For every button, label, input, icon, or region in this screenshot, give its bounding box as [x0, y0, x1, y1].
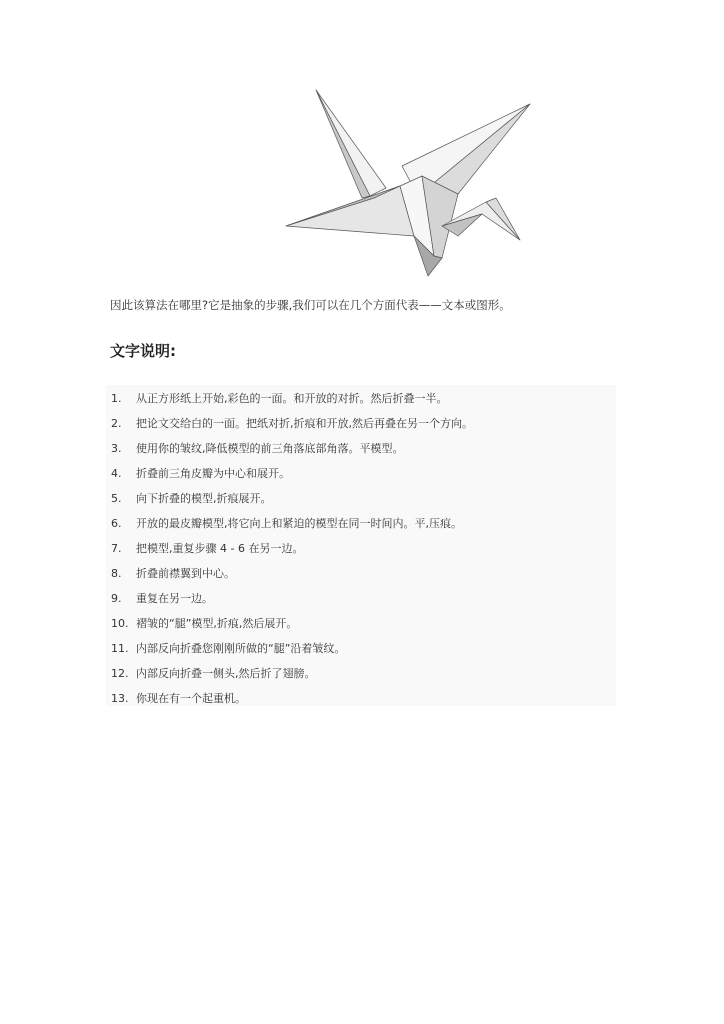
step-text: 从正方形纸上开始,彩色的一面。和开放的对折。然后折叠一半。	[136, 392, 448, 405]
list-item	[111, 586, 616, 611]
list-item	[111, 686, 616, 711]
step-number: 5.	[111, 492, 122, 505]
step-number: 9.	[111, 592, 122, 605]
crane-tail-upper	[316, 90, 386, 196]
steps-list	[106, 385, 616, 706]
step-text: 把模型,重复步骤 4 - 6 在另一边。	[136, 542, 304, 555]
step-number: 8.	[111, 567, 122, 580]
crane-tail-shade	[316, 90, 370, 198]
step-text: 褶皱的“腿”模型,折痕,然后展开。	[136, 617, 298, 630]
step-number: 10.	[111, 617, 129, 630]
crane-left-wing	[286, 186, 414, 236]
list-item	[111, 411, 616, 436]
step-text: 向下折叠的模型,折痕展开。	[136, 492, 272, 505]
list-item	[111, 561, 616, 586]
step-number: 4.	[111, 467, 122, 480]
step-text: 内部反向折叠一侧头,然后折了翅膀。	[136, 667, 316, 680]
list-item	[111, 536, 616, 561]
list-item	[111, 461, 616, 486]
step-number: 7.	[111, 542, 122, 555]
step-number: 3.	[111, 442, 122, 455]
list-item	[111, 436, 616, 461]
section-heading: 文字说明:	[110, 342, 176, 360]
step-text: 把论文交给白的一面。把纸对折,折痕和开放,然后再叠在另一个方向。	[136, 417, 473, 430]
list-item	[111, 486, 616, 511]
list-item	[111, 386, 616, 411]
step-number: 2.	[111, 417, 122, 430]
step-text: 折叠前襟翼到中心。	[136, 567, 235, 580]
list-item	[111, 511, 616, 536]
step-text: 开放的最皮瓣模型,将它向上和紧迫的模型在同一时间内。平,压痕。	[136, 517, 462, 530]
step-text: 折叠前三角皮瓣为中心和展开。	[136, 467, 290, 480]
step-text: 内部反向折叠您刚刚所做的“腿”沿着皱纹。	[136, 642, 346, 655]
step-number: 12.	[111, 667, 129, 680]
step-number: 6.	[111, 517, 122, 530]
step-text: 重复在另一边。	[136, 592, 213, 605]
paper-crane-illustration	[282, 86, 534, 278]
intro-paragraph: 因此该算法在哪里?它是抽象的步骤,我们可以在几个方面代表——文本或图形。	[110, 298, 511, 312]
list-item	[111, 661, 616, 686]
step-number: 13.	[111, 692, 129, 705]
list-item	[111, 611, 616, 636]
step-number: 11.	[111, 642, 129, 655]
step-number: 1.	[111, 392, 122, 405]
step-text: 你现在有一个起重机。	[136, 692, 246, 705]
list-item	[111, 636, 616, 661]
step-text: 使用你的皱纹,降低模型的前三角落底部角落。平模型。	[136, 442, 404, 455]
